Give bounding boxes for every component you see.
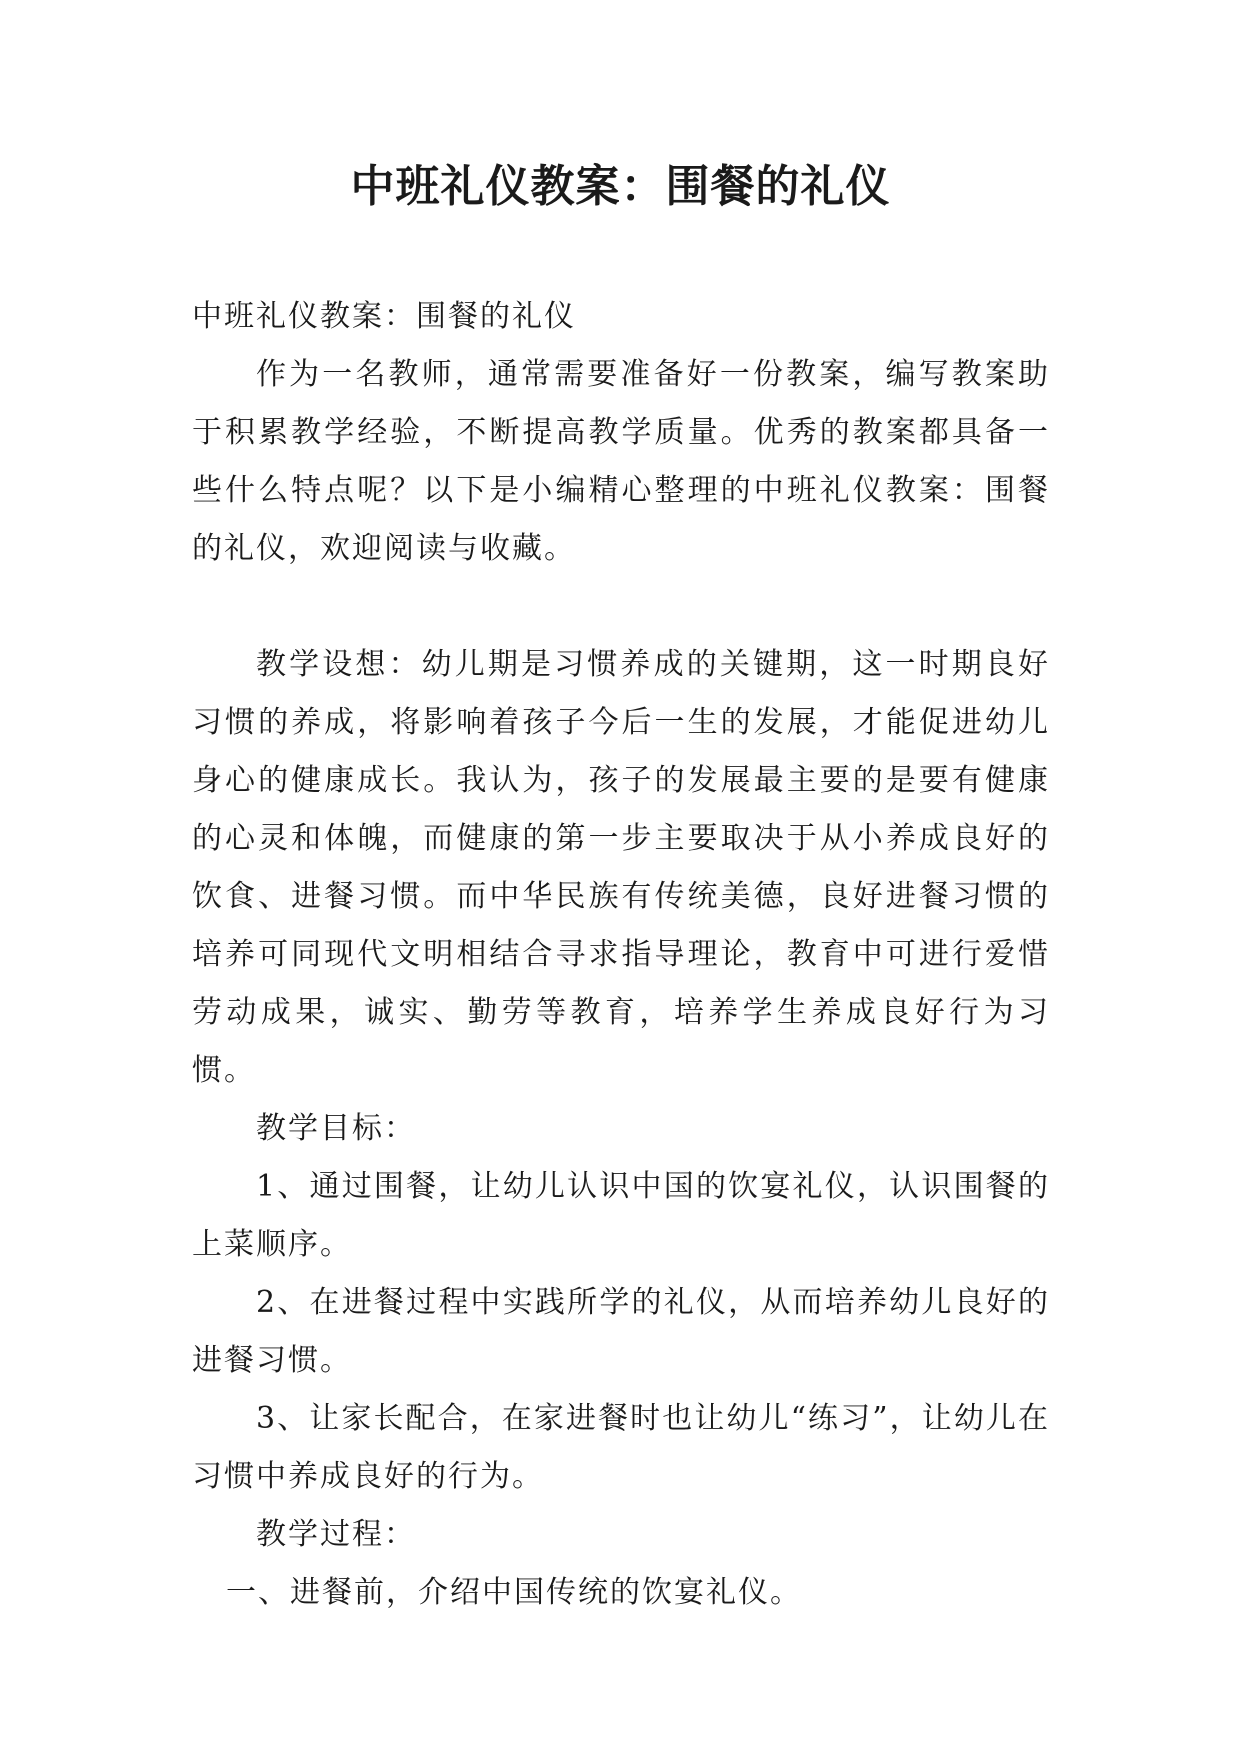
paragraph-gap xyxy=(192,578,1050,636)
intro-paragraph: 作为一名教师，通常需要准备好一份教案，编写教案助于积累教学经验，不断提高教学质量。优秀的教案都具备一些什么特点呢？以下是小编精心整理的中班礼仪教案：围餐的礼仪，欢迎阅读与收藏。 xyxy=(192,357,1050,566)
document-body xyxy=(192,288,1050,1622)
objectives-heading: 教学目标： xyxy=(256,1111,416,1146)
subtitle-line: 中班礼仪教案：围餐的礼仪 xyxy=(192,299,576,334)
process-heading: 教学过程： xyxy=(256,1517,416,1552)
page-title: 中班礼仪教案：围餐的礼仪 xyxy=(350,161,891,212)
objective-item-2: 2、在进餐过程中实践所学的礼仪，从而培养幼儿良好的进餐习惯。 xyxy=(192,1285,1050,1378)
objective-item-1: 1、通过围餐，让幼儿认识中国的饮宴礼仪，认识围餐的上菜顺序。 xyxy=(192,1169,1050,1262)
teaching-idea-paragraph: 教学设想：幼儿期是习惯养成的关键期，这一时期良好习惯的养成，将影响着孩子今后一生的发展，才能促进幼儿身心的健康成长。我认为，孩子的发展最主要的是要有健康的心灵和体魄，而健康的第一步主要取决于从小养成良好的饮食、进餐习惯。而中华民族有传统美德，良好进餐习惯的培养可同现代文明相结合寻求指导理论，教育中可进行爱惜劳动成果，诚实、勤劳等教育，培养学生养成良好行为习惯。 xyxy=(192,647,1050,1088)
objective-item-3: 3、让家长配合，在家进餐时也让幼儿“练习”，让幼儿在习惯中养成良好的行为。 xyxy=(192,1401,1050,1494)
process-step-1: 一、进餐前，介绍中国传统的饮宴礼仪。 xyxy=(226,1575,802,1610)
